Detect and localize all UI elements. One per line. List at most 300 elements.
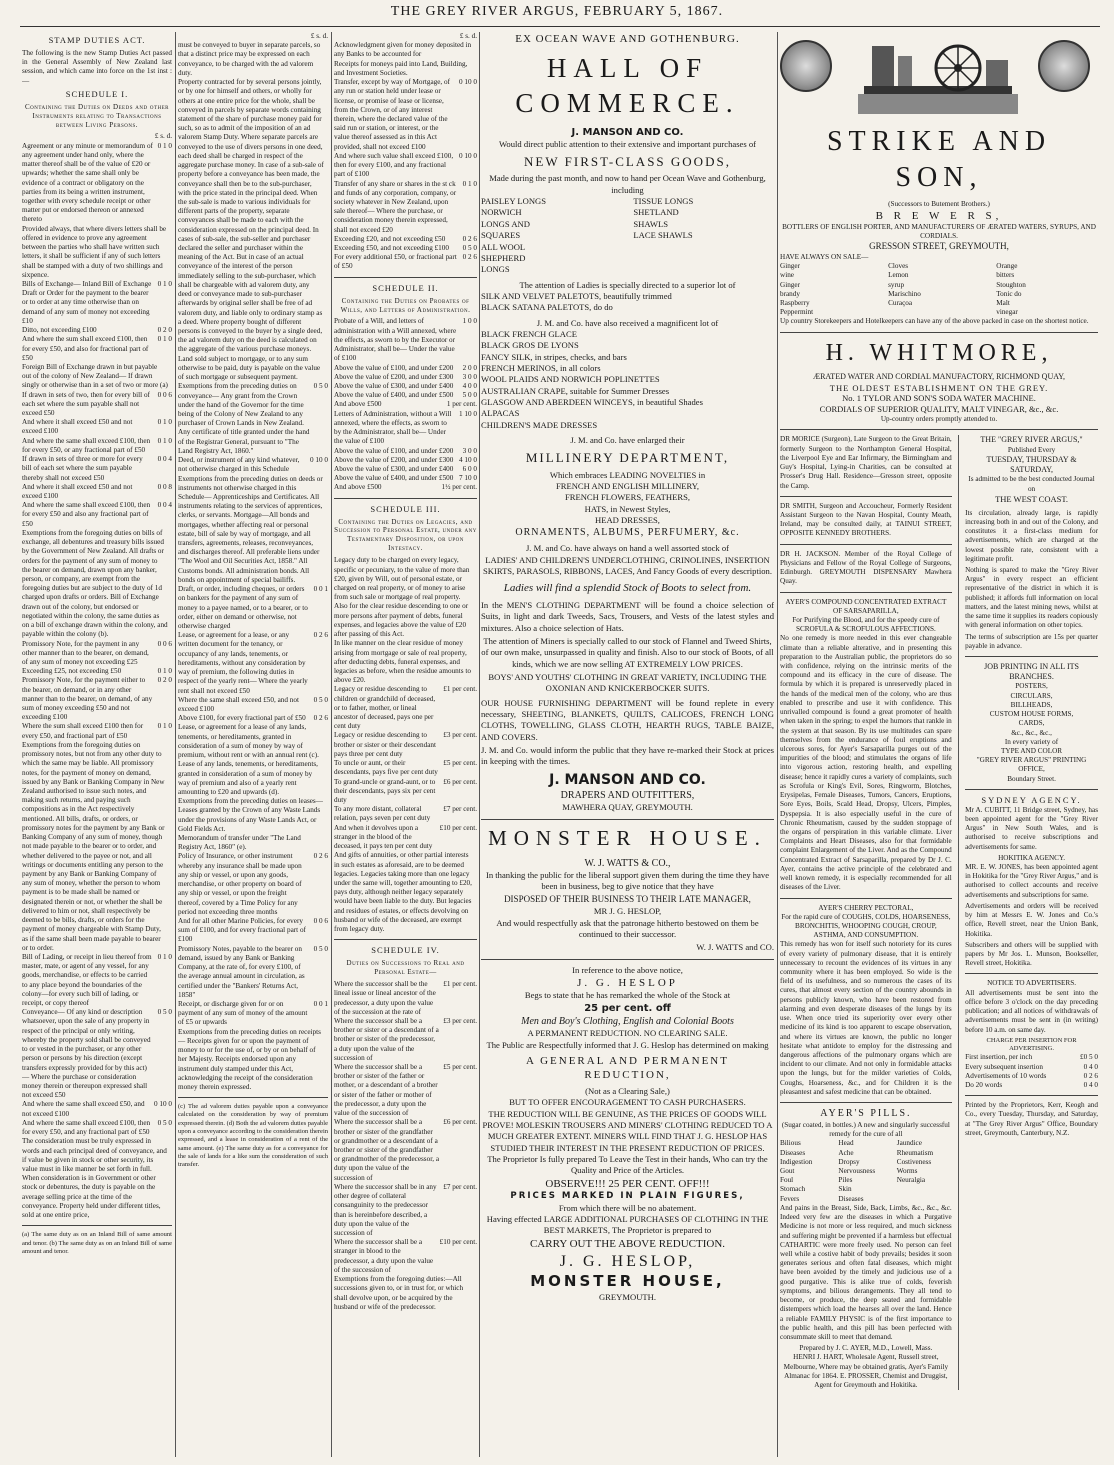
ad-text: THE REDUCTION WILL BE GENUINE, AS THE PRICES OF GOODS WILL PROVE! MOLESKIN TROUSERS AND MINERS' CLOTHING REDUCED TO A MUCH GREATER EXTENT. MINERS WILL FIND THAT J. G. HESLOP HAS STUDIED THEIR INTEREST IN THE PRESENT REDUCTION OF PRICES. [482,1108,773,1153]
duty-text: Legacy duty to be charged on every legacy, specific or pecuniary, to the value of more than £20, given by Will, out of personal estate, or charged on real property, or of money to arise from such sale or mortgage of real property. [334,556,470,602]
steam-engine-icon [858,36,1018,114]
ad-item: LADIES' AND CHILDREN'S UNDERCLOTHING, CRINOLINES, INSERTION SKIRTS, PARASOLS, RIBBONS, LACES, And Fancy Goods of every description. [483,554,772,577]
ad-item: A PERMANENT REDUCTION. NO CLEARING SALE. [527,1028,728,1039]
duty-amount: £5 per cent. [443,759,477,768]
duty-text: Where the successor shall be a brother or sister or a descendant of a brother or sister of the predecessor, a duty upon the value of the succession of [334,1016,439,1062]
duty-text: Transfer of any share or shares in the st ck and funds of any corporation, company, or society whatever in New Zealand, upon sale thereof— Where the purchase, or consideration money therein expressed, shall not exceed £20 [334,179,457,234]
job-item: BILLHEADS, [1010,700,1053,709]
duty-row [334,152,477,180]
ad-heading: A GENERAL AND PERMANENT REDUCTION, [526,1054,729,1082]
ad-title-hall-of-commerce: HALL OF COMMERCE. [515,52,740,119]
duty-text: Where the successor shall be a stranger in blood to the predecessor, a duty upon the value of the succession of [334,1238,434,1274]
ad-text: J. M. and Co. would inform the public that they have re-marked their Stock at prices in keeping with the times. [481,745,774,767]
duty-text: And where the same shall exceed £100, then for every £50 and also any fractional part of £50 [22,501,151,528]
ad-text: Up country Storekeepers and Hotelkeepers can have any of the above packed in case on the shortest notice. [780,317,1089,326]
duty-amount: 3 0 0 [462,372,477,381]
ad-millinery-heading: MILLINERY DEPARTMENT, [525,450,730,466]
duty-amount: 2 0 0 [462,363,477,372]
duty-list [178,41,328,1092]
duty-row [178,723,328,760]
charge-label: Advertisements of 10 words [965,1071,1047,1080]
column-stamp-duties-1 [22,32,172,1457]
duty-text: Bills of Exchange— Inland Bill of Exchange Draft or Order for the payment to the bearer or to order at any time otherwise than on demand of any sum of money not exceeding £10 [22,279,152,325]
duty-row [178,1028,328,1093]
duty-text: Legacy or residue descending to children or grandchild of deceased, or to father, mother, or lineal ancestor of deceased, pays one per cent duty [334,685,436,731]
disease-item: Dropsy [838,1157,860,1166]
duty-amount: 0 2 6 [462,253,477,262]
ad-text: Advertisements and orders will be received by him at Messrs E. W. Jones and Co.'s office, Revell street, near the Union Bank, Hokitika. [965,901,1098,938]
duty-amount: 0 2 6 [462,234,477,243]
duty-row [334,602,477,639]
duty-amount: 0 1 0 [157,141,172,150]
job-item: CIRCULARS, [1010,691,1053,700]
ad-doctor-jackson: DR H. JACKSON. Member of the Royal College of Physicians and Fellow of the Royal College of Surgeons, Edinburgh. GREYMOUTH DISPENSARY Mawhera Quay. [780,549,952,586]
duty-text: To grand-uncle or grand-aunt, or to their descendants, pays six per cent duty [334,777,436,804]
duty-row [334,373,477,382]
duty-row [334,1183,477,1238]
ad-text: Having effected LARGE ADDITIONAL PURCHASES OF CLOTHING IN THE BEST MARKETS, The Proprietor is prepared to [486,1213,769,1236]
duty-row [334,244,477,253]
ad-firm: J. MANSON AND CO. [571,126,684,138]
disease-item: Bilious Diseases [780,1139,806,1157]
ad-text: All advertisements must be sent into the office before 3 o'clock on the day preceding publication; and all notices of withdrawals of advertisements must be sent in (in writing) before 10 a.m. on same day. [965,988,1098,1034]
ad-text: Is admitted to be the best conducted Journal on [968,475,1095,493]
ad-text: BOTTLERS OF ENGLISH PORTER, AND MANUFACTURERS OF ÆRATED WATERS, SYRUPS, AND CORDIALS. [782,222,1096,241]
schedule-subheading: Containing the Duties on Legacies, and Succession to Personal Estate, under any Testamentary Disposition, or upon Intestacy. [334,517,477,553]
ad-text: In thanking the public for the liberal support given them during the time they have been in business, beg to give notice that they have [485,869,770,892]
goods-item: WOOL PLAIDS AND NORWICH POPLINETTES [481,374,660,385]
product-item: Curaçoa [888,299,913,307]
duty-row [334,447,477,456]
duty-text: Lease of any lands, tenements, or hereditaments, granted in consideration of a sum of money by way of premium and also of a yearly rent amounting to £20 and upwards (d). [178,760,318,796]
duty-text: For every additional £50, or fractional part of £50 [334,253,457,271]
schedule-subheading: Duties on Successions to Real and Personal Estate— [346,959,465,977]
product-item: Tonic do [996,289,1022,298]
ad-firm: J. G. HESLOP [577,976,678,989]
ad-text: Published Every [1007,445,1056,454]
article-intro: The following is the new Stamp Duties Act passed in the General Assembly of New Zealand last session, and which came into force on the 1st inst :— [22,48,172,85]
duty-list [334,317,477,492]
duty-amount: 0 1 0 [462,179,477,188]
duty-list [22,142,172,1221]
duty-amount: 0 2 6 [313,852,328,861]
duty-row [178,917,328,945]
duty-amount: 0 5 0 [313,695,328,704]
duty-row [22,1008,172,1100]
ad-signature: MONSTER HOUSE, [530,1272,725,1291]
product-item: Orange bitters [996,262,1018,280]
duty-amount: £7 per cent. [443,1182,477,1191]
column-stamp-duties-2 [178,32,328,1457]
duty-text: And where the same shall exceed £50, and not exceed £100 [22,1100,145,1118]
duty-row [334,410,477,447]
duty-text: Exemptions from the preceding duties on receipts— Receipts given for or upon the payment of money to or for the use of, or by or on behalf of her Majesty. Receipts endorsed upon any instrument duly stamped under this Act, acknowledging the receipt of the consideration money therein expressed. [178,1027,321,1091]
ad-text: (Not as a Clearing Sale,) [585,1085,670,1096]
duty-text: And where the same shall exceed £100, then for every £50, and any fractional part of £50 [22,1118,151,1137]
ad-signature: MAWHERA QUAY, GREYMOUTH. [562,802,693,813]
money-header: £ s. d. [154,132,172,141]
ad-text: GRESSON STREET, GREYMOUTH, [869,241,1009,252]
ad-doctor-morice: DR MORICE (Surgeon), Late Surgeon to the Great Britain, formerly Surgeon to the Northampton General Hospital, the Liverpool Eye and Ear Infirmary, the Birmingham and Guy's Hospital, Lying-in Charities, can be consulted at Prosser's Drug Hall. Residence—Gresson street, opposite the Camp. [780,435,952,490]
ad-item: DISPOSED OF THEIR BUSINESS TO THEIR LATE MANAGER, [504,894,751,905]
goods-item: FRENCH MERINOS, in all colors [481,362,601,373]
ad-highlight: Ladies will find a splendid Stock of Boots to select from. [503,582,752,595]
duty-row [178,714,328,723]
duty-text: Also for the clear residue descending to one or more persons after payment of debts, funeral expenses, and legacies above the value of £20 after passing of this Act. [334,602,469,639]
duty-text: Property contracted for by several persons jointly, or by one for himself and others, or wholly for others at one entire price for the whole, shall be conveyed in parcels by separate words containing statement of the share of purchase money paid for such, so as to admit of the imposition of an ad valorem Stamp Duty. Where separate parcels are conveyed to the use of divers persons in one deed, each deed shall be charged in respect of the aggregate purchase money. In case of a sub-sale of property before a conveyance has been made, the conveyance shall then be to the sub-purchaser, with the price stated in the principal deed. When the sub-sale is made to various individuals for different parts of the property, separate conveyances shall be made to each with the consideration expressed on the principal deed. In cases of sub-sale, the sub-seller and purchaser declared the seller and purchaser within the meaning of the Act. But in case of an actual conveyance of the interest of the person immediately selling to the sub-purchaser, which shall be chargeable with ad valorem duty, any deed or conveyance made to sub-purchaser afterwards by original seller shall be free of ad valorem duty, and liable only to ordinary stamp as a deed. Where property bought of different persons is conveyed to the buyer by a single deed, the ad valorem duty on the deed is calculated on the aggregate of the various purchase moneys. Land sold subject to mortgage, or to any sum otherwise to be paid, duty is payable on the value of such mortgage or subsequent payment. [178,78,324,382]
duty-row [22,953,172,1008]
goods-item: HEAD DRESSES, [595,514,660,525]
duty-row [334,556,477,602]
schedule-heading: SCHEDULE IV. [371,945,440,956]
duty-row [178,631,328,696]
ad-text: The Proprietor Is fully prepared To Leave the Test in their hands, Who can try the Quality and Price of the Articles. [487,1153,768,1176]
duty-text: Where the same shall exceed £50, and not exceed £100 [178,695,299,713]
duty-amount: 0 1 0 [157,436,172,445]
product-item: Raspberry [780,299,810,307]
duty-text: Probate of a Will, and letters of administration with a Will annexed, where the effects, as sworn to by the Executor or Administrator, shall be— Under the value of £100 [334,317,457,363]
ad-heading: THE "GREY RIVER ARGUS," [980,435,1083,445]
ad-title-monster-house: MONSTER HOUSE. [488,825,767,850]
duty-row [334,851,477,934]
ad-text: Nothing is spared to make the "Grey River Argus" in every respect an efficient representative of the district in which it is published; it affords full information on local matters, and the latest mining news, whilst at the same time it supplies its readers copiously with general information on other topics. [965,566,1098,630]
ad-text: (Successors to Butement Brothers.) [888,199,990,208]
ad-signature: DRAPERS AND OUTFITTERS, [560,790,695,802]
duty-row [22,391,172,419]
duty-amount: 1 0 0 [462,317,477,326]
disease-item: Worms [896,1167,918,1175]
ad-text: THE OLDEST ESTABLISHMENT ON THE GREY. [829,382,1049,393]
product-item: Malt vinegar [996,299,1018,317]
goods-item: ALL WOOL SHEPHERD LONGS [481,241,526,275]
duty-amount: 0 1 0 [157,722,172,731]
ad-text: In reference to the above notice, [572,964,683,975]
duty-amount: 0 2 0 [157,326,172,335]
duty-text: And where the same shall exceed £100, then for every £50, or any fractional part of £50 [22,436,151,454]
goods-item: BLACK FRENCH GLACE [481,328,577,339]
ad-text: THE WEST COAST. [995,493,1069,504]
argus-column [958,435,1098,1390]
duty-text: And above £500 [334,400,382,409]
duty-amount: 7 10 0 [459,474,477,483]
duty-row [178,585,328,631]
ad-text: ÆRATED WATER AND CORDIAL MANUFACTORY, RICHMOND QUAY, [812,372,1066,382]
duty-text: Ditto, not exceeding £100 [22,326,97,335]
product-item: Marischino [888,289,921,298]
schedule-subheading: Containing the Duties on Deeds and other Instruments relating to Transactions between Living Persons. [24,102,170,129]
ad-text: OUR HOUSE FURNISHING DEPARTMENT will be found replete in every necessary, SHEETING, BLANKETS, QUILTS, CALICOES, FRENCH LONG CLOTHS, TOWELLING, GLASS CLOTH, HEARTH RUGS, TABLE BAIZE, AND COVERS. [481,697,774,742]
medal-icon [780,40,832,92]
duty-row [334,980,477,1017]
job-item: TYPE AND COLOR [1000,746,1063,755]
ad-highlight: 25 per cent. off [584,1002,671,1014]
job-item: POSTERS, [1015,682,1048,691]
ad-kicker: EX OCEAN WAVE AND GOTHENBURG. [515,33,740,45]
duty-row [22,326,172,335]
disease-item: Jaundice [896,1139,922,1148]
ad-text: For the rapid cure of COUGHS, COLDS, HOARSENESS, BRONCHITIS, WHOOPING COUGH, CROUP, ASTHMA, AND CONSUMPTION. [781,912,951,940]
duty-text: Exemptions from the preceding duties on conveyance— Any grant from the Crown under the hand of the Governor for the time being of the Colony of New Zealand to any purchaser of Crown Lands in New Zealand. Any certificate of title granted under the hand of the Registrar General, pursuant to "The Land Registry Act, 1860." [178,382,310,455]
duty-row [334,731,477,759]
duty-amount: £1 per cent. [443,685,477,694]
duty-row [22,225,172,280]
duty-row [334,391,477,400]
job-list [965,682,1098,756]
goods-item: PAISLEY LONGS [481,196,547,207]
duty-amount: 0 2 6 [313,631,328,640]
ad-text: Would direct public attention to their extensive and important purchases of [498,138,757,149]
ad-text: This remedy has won for itself such notoriety for its cures of every variety of pulmonary disease, that it is entirely unnecessary to recount the evidences of its virtues in any community where it has been employed. So wide is the field of its usefulness, and so numerous the cases of its cures, that almost every section of the country abounds in persons publicly known, who have been restored from alarming and even desperate diseases of the lungs by its use. When once tried its superiority over every other medicine of its kind is too apparent to escape observation, and where its virtues are known, the public no longer hesitate what antidote to employ for the distressing and dangerous affections of the pulmonary organs which are incident to our climate. And not only in formidable attacks upon the lungs, but for the milder varieties of Colds, Coughs, Hoarseness, &c., and for Children it is the pleasantest and safest medicine that can be obtained. [780,940,952,1096]
charge-row [965,1053,1098,1062]
duty-row [22,142,172,225]
ad-heading: AYER'S CHERRY PECTORAL, [818,903,914,912]
medical-column [780,435,952,1390]
ad-text: Prepared by J. C. AYER, M.D., Lowell, Mass. [799,1344,933,1353]
duty-amount: £10 per cent. [439,823,477,832]
ad-signature: J. MANSON AND CO. [549,771,706,788]
duty-text: Legacy or residue descending to brother or sister or their descendant pays three per cent duty [334,731,436,758]
duty-amount: 3 0 0 [462,446,477,455]
duty-row [22,437,172,455]
duty-amount: 5 0 0 [462,391,477,400]
goods-item: AUSTRALIAN CRAPE, suitable for Summer Dresses [481,385,670,396]
disease-item: Piles [838,1176,853,1185]
duty-row [334,1118,477,1183]
duty-text: Policy of Insurance, or other instrument whereby any insurance shall be made upon any ship or vessel, or upon any goods, merchandise, or other property on board of any ship or vessel, or upon the freight thereof, covered by a Time Policy for any period not exceeding three months [178,852,302,916]
duty-text: Promissory Notes, payable to the bearer on demand, issued by any Bank or Banking Company, at the rate of, for every £100, of the average annual amount in circulation, as certified under the "Bankers' Returns Act, 1858" [178,944,305,999]
ad-text: HENRI J. HART, Wholesale Agent, Russell street, Melbourne, Where may be obtained gratis, Ayer's Family Almanac for 1864. E. PROSSER, Chemist and Druggist, Agent for Greymouth and Hokitika. [783,1353,949,1390]
footnotes: (a) The same duty as on an Inland Bill of same amount and tenor. (b) The same duty as on an Inland Bill of same amount and tenor. [22,1231,172,1255]
duty-text: Where the successor shall be a brother or sister of the father or mother, or a descendant of a brother or sister of the father or mother of the predecessor, a duty upon the value of the succession of [334,1063,438,1118]
schedule-heading: SCHEDULE III. [370,503,441,514]
ad-text: The terms of subscription are 15s per quarter payable in advance. [965,632,1098,650]
ad-item: ORNAMENTS, ALBUMS, PERFUMERY, &c. [515,527,740,539]
duty-text: And where it shall exceed £50 and not exceed £100 [22,418,133,436]
ad-goods-list [481,329,774,431]
duty-text: If drawn in sets of three or more for every bill of each set where the sum payable thereby shall not exceed £50 [22,455,143,482]
duty-row [334,1275,477,1312]
disease-item: Costiveness [896,1157,932,1166]
duty-text: Promissory Note, for the payment in any other manner than to the bearer, on demand, of any sum of money not exceeding £25 [22,639,149,666]
product-item: Lemon syrup [888,271,909,289]
ad-item: SILK AND VELVET PALETOTS, beautifully trimmed [481,290,672,301]
ad-text: TUESDAY, THURSDAY & SATURDAY, [986,454,1077,475]
duty-text: To uncle or aunt, or their descendants, pays five per cent duty [334,759,438,777]
ad-heading: NOTICE TO ADVERTISERS. [987,979,1077,988]
ad-text: Boundary Street. [1007,774,1056,783]
money-header: £ s. d. [310,32,328,40]
duty-text: The consideration must be truly expressed in words and each principal deed of conveyance, and if value be given in stock or other security, its value must in like manner be set forth in full. When consideration is in Government or other stock or debentures, the duty is payable on the average selling price at the time of the conveyance. Property held under different titles, sold at one entire price, [22,1137,167,1220]
column-divider [777,32,778,1457]
duty-amount: 0 0 6 [157,639,172,648]
duty-amount: 0 1 0 [157,418,172,427]
ad-item: PRICES MARKED IN PLAIN FIGURES, [510,1191,745,1202]
goods-item: ALPACAS [481,408,520,419]
duty-text: Exemptions from the foregoing duties on bills of exchange, all debentures and treasury bills issued by the Government of New Zealand. All drafts or orders for the payment of any sum of money to the bearer on demand, drawn upon any banker, person, or company, are exempt from the foregoing duties but are subject to the duty of 1d charged upon drafts or orders. Bill of Exchange drawn out of the colony, but endorsed or negotiated within the colony, the same duties as on a bill of exchange drawn within the colony, and payable within the colony (b). [22,528,168,639]
ad-text: Which embraces LEADING NOVELTIES in [549,469,706,480]
duty-text: Exceeding £25, not exceeding £50 [22,667,122,676]
ad-heading: AYER'S PILLS. [820,1108,912,1120]
column-stamp-duties-3 [334,32,477,1457]
duty-row [22,335,172,363]
product-list [780,262,1098,317]
goods-item: HATS, in Newest Styles, [584,503,671,514]
schedule-heading: SCHEDULE I. [65,88,129,99]
duty-text: Above the value of £400, and under £500 [334,391,454,400]
charge-amount: 0 4 0 [1083,1081,1098,1090]
duty-amount: 0 2 6 [313,714,328,723]
ad-item: BLACK SATANA PALETOTS, do do [481,302,613,313]
duty-row [22,483,172,501]
duty-amount: £1 per cent. [443,980,477,989]
job-item: &c., &c., &c., [1011,728,1052,737]
ad-signature: GREYMOUTH. [598,1291,657,1302]
ad-text: J. M. and Co. have also received a magnificent lot of [536,317,719,328]
ad-heading: SYDNEY AGENCY. [981,794,1082,805]
duty-row [334,1063,477,1118]
disease-item: Gout [780,1167,795,1175]
duty-text: Lease, or agreement for a lease of any lands, tenements, or hereditaments, granted in consideration of a sum of money by way of premium, without rent or with an annual rent (c). [178,723,319,760]
goods-item: LACE SHAWLS [633,230,693,241]
ad-text: (Sugar coated, in bottles.) A new and singularly successful remedy for the cure of all [781,1120,950,1139]
ad-text: "GREY RIVER ARGUS" PRINTING OFFICE, [976,756,1087,774]
duty-text: Above the value of £400, and under £500 [334,474,454,483]
duty-amount: 0 1 0 [157,335,172,344]
product-item: Ginger wine [780,262,800,280]
duty-row [22,529,172,640]
ad-text: J. M. and Co. have always on hand a well assorted stock of [525,543,730,554]
duty-text: Above the value of £200, and under £300 [334,455,454,464]
duty-amount: £7 per cent. [443,805,477,814]
duty-row [334,474,477,483]
duty-row [334,685,477,731]
ad-title-whitmore: H. WHITMORE, [825,339,1053,366]
duty-row [334,317,477,363]
duty-amount: £3 per cent. [443,731,477,740]
ad-text: Mr A. CUBITT, 11 Bridge street, Sydney, has been appointed agent for the "Grey River Argus" in New South Wales, and is authorised to receive subscriptions and advertisements for same. [965,805,1098,851]
duty-text: Provided always, that where divers letters shall be offered in evidence to prove any agreement between the parties who shall have written such letters, it shall be sufficient if any of such letters shall be stamped with a duty of two shillings and sixpence. [22,224,167,279]
schedule-subheading: Containing the Duties on Probates of Wills, and Letters of Administration. [340,296,471,314]
product-item: Cloves [888,262,909,271]
duty-amount: 0 10 0 [154,1100,172,1109]
duty-row [22,676,172,722]
ad-text: And would respectfully ask that the patronage hitherto bestowed on them be continued to their successor. [496,917,759,939]
duty-text: Where the successor shall be the lineal issue or lineal ancestor of the predecessor, a duty upon the value of the succession at the rate of [334,980,436,1016]
ad-goods-list [481,481,774,526]
duty-text: Letters of Administration, without a Will annexed, where the effects, as sworn to by the Administrator, shall be— Under the value of £100 [334,409,452,446]
duty-row [22,280,172,326]
duty-amount: 0 10 0 [459,151,477,160]
duty-amount: 1½ per cent. [441,483,477,492]
duty-amount: 0 0 8 [157,482,172,491]
duty-row [22,722,172,740]
goods-item: GLASGOW AND ABERDEEN WINCEYS, in beautiful Shades [481,396,703,407]
duty-amount: 0 0 1 [313,585,328,594]
duty-text: Draft, or order, including cheques, or orders on bankers for the payment of any sum of money to a payee named, or to a bearer, or to order, either on demand or otherwise, not otherwise charged [178,585,308,630]
ad-text: The Public are Respectfully informed that J. G. Heslop has determined on making [486,1039,769,1050]
ad-text: Its circulation, already large, is rapidly increasing both in and out of the Colony, and constitutes it a first-class medium for advertisements, which are charged at the lowest possible rate, consistent with a legitimate profit. [965,508,1098,563]
duty-text: Bill of Lading, or receipt in lieu thereof from master, mate, or agent of any vessel, for any goods, merchandise, or effects to be carried to any place beyond the boundaries of the colony—for every such bill of lading, or receipt, or copy thereof [22,952,152,1008]
duty-row [334,1238,477,1275]
ad-item: Men and Boy's Clothing, English and Colonial Boots [521,1016,734,1028]
column-drapery-ads [481,32,774,1457]
ad-heading: JOB PRINTING IN ALL ITS BRANCHES. [984,661,1079,682]
duty-list [334,980,477,1312]
duty-text: Exemptions from the foregoing duties on promissory notes, but not from any other duty to which the same may be liable. All promissory notes, for the payment of money on demand, issued by any Bank or Banking Company in New Zealand authorised to issue such notes, and making such returns, and paying such compositions as in the Act respectively mentioned. All bills, drafts, or orders, or promissory notes for the payment by any Bank or Banking Company of any sum of money, though not made payable to the bearer or to order, and whether delivered to the payee or not, and all writings or documents entitling any person to the payment by any Bank or Banking Company of any sum of money, whether the person to whom payment is to be made shall be named or designated therein or not, or whether the shall be delivered to him or not, shall respectively be deemed to be bills, drafts, or orders for the payment of money chargeable with Stamp Duty, as if the same shall been made payable to bearer or to order. [22,740,165,952]
duty-text: Exceeding £50, and not exceeding £100 [334,244,449,253]
duty-row [178,475,328,586]
duty-row [334,382,477,391]
duty-row [334,364,477,373]
duty-row [334,778,477,806]
duty-row [178,945,328,1000]
duty-amount: 0 10 0 [459,78,477,87]
duty-row [334,253,477,271]
duty-amount: 4 10 0 [459,455,477,464]
duty-amount: 0 1 0 [157,952,172,961]
duty-row [22,455,172,483]
column-misc-ads [780,32,1098,1457]
duty-row [22,667,172,676]
duty-list [334,556,477,934]
duty-row [22,1137,172,1220]
duty-text: Exemptions from the foregoing duties:—All successions given to, or in trust for, or which shall devolve upon, or be acquired by the husband or wife of the predecessor. [334,1275,464,1311]
goods-item: TISSUE LONGS [633,196,694,207]
duty-text: Memorandum of transfer under "The Land Registry Act, 1860" (e). [178,834,301,852]
duty-row [178,1000,328,1028]
ad-text: In the MEN'S CLOTHING DEPARTMENT will be found a choice selection of Suits, in light and dark Tweeds, Sacs, Trousers, and Vests of the latest styles and mixtures. Also a choice selection of Hats. [481,599,774,633]
disease-item: Fevers [780,1194,800,1203]
duty-text: Above the value of £100, and under £200 [334,363,454,372]
duty-amount: 0 5 0 [157,1008,172,1017]
ad-text: No one remedy is more needed in this ever changeable climate than a reliable alterative, and in presenting this preparation to the Australian public, the proprietors do so with confidence, relying on the intrinsic merits of the compound and its efficacy in the cure of disease. The formula by which it is prepared is unreservedly placed in the hands of the medical men of the colony, who are thus enabled to prescribe and use it with confidence. This unrivalled compound is found a great promoter of health when taken in the spring; to expel the humors that rankle in the system at that season. By its use multitudes can spare themselves from the endurance of foul eruptions and ulcerous sores, for Ayer's Sarsaparilla purges out of the impurities of the blood; and stimulates the organs of life into vigorous action, restoring health, and expelling disease; hence it rapidly cures a variety of complaints, such as Scrofula or King's Evil, Sores, Ringworm, Blotches, Erysipelas, Female Diseases, Tumors, Cancers, Eruptions, Sore Eyes, Boils, Scald Head, Dropsy, Ulcers, Pimples, Dyspepsia. It is also especially useful in the cure of Chronic Rheumatism, caused by the sudden stoppage of the organs of perspiration in this variable climate. Liver Complaints and Heart Diseases, also for that formidable complaint Enlargement of the Liver. And as the Compound Concentrated Extract of Sarsaparilla, prepared by Dr J. C. Ayer, contains the active principle of the celebrated and well known remedy, it is especially recommended for all diseases of the Liver. [780,634,952,892]
ad-text: From which there will be no abatement. [558,1202,697,1213]
goods-item: BLACK GROS DE LYONS [481,340,579,351]
duty-text: Above £100, for every fractional part of £50 [178,714,306,723]
duty-text: Transfer, except by way of Mortgage, of any run or station held under lease or license, or promise of lease or license, from the Crown, or of any interest therein, where the declared value of the said run or station, or interest, or the value thereof assessed as in this Act provided, shall not exceed £100 [334,78,451,151]
duty-text: Where the successor shall be in any other degree of collateral consanguinity to the predecessor than is hereinbefore described, a duty upon the value of the succession of [334,1182,437,1237]
duty-amount: 0 0 4 [157,455,172,464]
duty-text: Where the successor shall be a brother or sister of the grandfather or grandmother or a descendant of a brother or sister of the grandfather or grandmother of the predecessor, a duty upon the value of the succession of [334,1118,440,1182]
ad-text: Subscribers and others will be supplied with papers by Mr Jos. L. Munson, Bookseller, Revell street, Hokitika. [965,940,1098,968]
column-divider [175,32,176,1457]
duty-row [334,456,477,465]
ad-text: For Purifying the Blood, and for the speedy cure of SCROFULA & SCROFULOUS AFFECTIONS. [792,615,940,634]
charge-row [965,1081,1098,1090]
ad-text: The attention of Miners is specially called to our stock of Flannel and Tweed Shirts, of our own make, unsurpassed in quality and finish. Also to our stock of Boots, of all kinds, which we are now selling AT EXTREMELY LOW PRICES. [481,636,774,669]
ad-text: Up-country orders promptly attended to. [880,415,998,424]
duty-row [334,60,477,78]
duty-text: And where the sum shall exceed £100, then for every £50, and also for fractional part of £50 [22,335,149,362]
masthead: THE GREY RIVER ARGUS, FEBRUARY 5, 1867. [390,4,724,19]
article-title: STAMP DUTIES ACT. [48,35,146,45]
ad-text: Begs to state that he has remarked the whole of the Stock at [524,990,731,1001]
duty-amount: 0 10 0 [310,456,328,465]
ad-title-strike-and-son: STRIKE AND SON, [826,126,1052,193]
duty-row [334,639,477,685]
duty-text: Lease, or agreement for a lease, or any written document for the tenancy, or occupancy of any lands, tenements, or hereditaments, without any consideration by way of premium, the following duties in respect of the yearly rent— Where the yearly rent shall not exceed £50 [178,631,308,695]
ad-doctor-smith: DR SMITH, Surgeon and Accoucheur, Formerly Resident Assistant Surgeon to the Navan Hospital, County Meath, Ireland, may be consulted daily, at TAINUI STREET, OPPOSITE KENNEDY BROTHERS. [780,501,952,538]
money-header: £ s. d. [459,32,477,40]
duty-amount: 0 5 0 [313,944,328,953]
duty-text: Above the value of £100, and under £200 [334,446,454,455]
duty-row [178,852,328,917]
charge-row [965,1072,1098,1081]
ad-signature: J. G. HESLOP, [559,1253,696,1271]
imprint: Printed by the Proprietors, Kerr, Keogh and Co., every Tuesday, Thursday, and Saturday, at "The Grey River Argus" Office, Boundary street, Greymouth, Canterbury, N.Z. [965,1101,1098,1137]
duty-text: In like manner on the clear residue of money arising from mortgage or sale of real property, after deducting debts, funeral expenses, and legacies as before, when the residue amounts to above £20. [334,639,471,685]
duty-text: And gifts of annuities, or other partial interests in such estates as aforesaid, are to be deemed legacies. Legacies taking more than one legacy under the same will, together amounting to £20, pays duty, although neither legacy separately would have been liable to the duty. But legacies and residues of estates, or effects devolving on husband or wife of the deceased, are exempt from legacy duty. [334,851,472,934]
